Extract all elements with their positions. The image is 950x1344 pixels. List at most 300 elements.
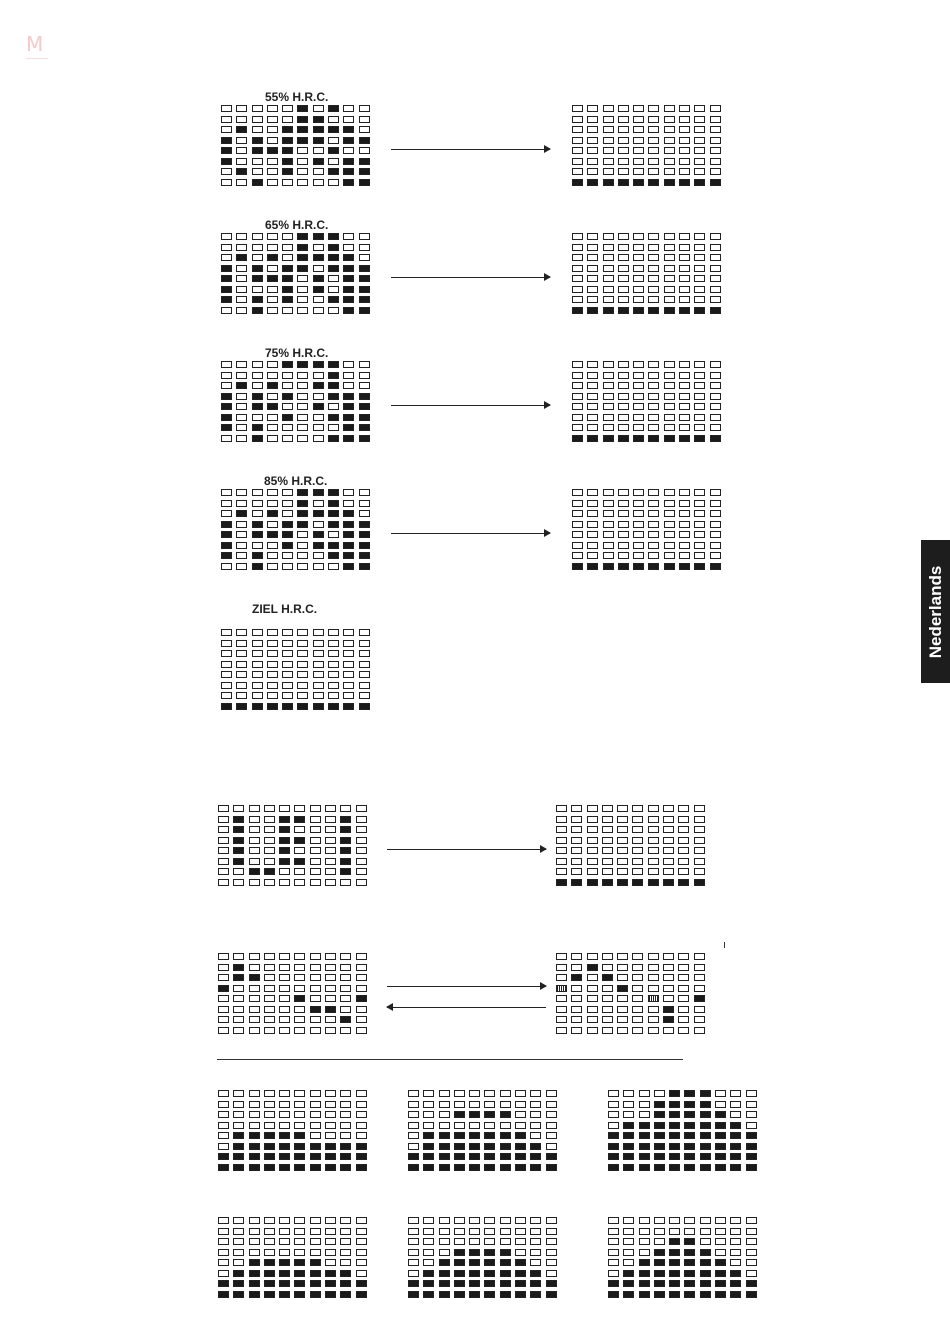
led-segment-off	[633, 521, 644, 528]
led-segment-off	[297, 403, 308, 410]
led-segment-off	[264, 1228, 275, 1235]
led-segment-off	[572, 489, 583, 496]
led-segment-off	[617, 837, 628, 844]
led-segment-off	[648, 382, 659, 389]
led-segment-off	[408, 1249, 419, 1256]
led-segment-off	[218, 1143, 229, 1150]
led-segment-off	[233, 995, 244, 1002]
led-segment-off	[252, 382, 263, 389]
led-segment-off	[608, 1122, 619, 1129]
led-segment-on	[663, 879, 674, 886]
led-segment-off	[313, 296, 324, 303]
led-segment-on	[233, 974, 244, 981]
led-segment-on	[221, 552, 232, 559]
led-segment-on	[325, 1164, 336, 1171]
led-segment-off	[603, 414, 614, 421]
led-segment-off	[678, 826, 689, 833]
led-segment-on	[684, 1259, 695, 1266]
led-segment-on	[343, 179, 354, 186]
led-segment-on	[264, 1270, 275, 1277]
led-segment-on	[730, 1143, 741, 1150]
led-segment-off	[408, 1132, 419, 1139]
led-segment-on	[654, 1164, 665, 1171]
led-segment-off	[572, 521, 583, 528]
led-segment-off	[328, 424, 339, 431]
led-segment-off	[602, 858, 613, 865]
led-segment-off	[746, 1090, 757, 1097]
led-segment-off	[648, 826, 659, 833]
led-segment-off	[546, 1217, 557, 1224]
led-segment-off	[297, 424, 308, 431]
led-segment-on	[343, 296, 354, 303]
led-segment-off	[710, 510, 721, 517]
led-segment-off	[500, 1217, 511, 1224]
led-segment-off	[252, 510, 263, 517]
led-segment-off	[664, 137, 675, 144]
led-segment-off	[556, 858, 567, 865]
led-segment-on	[669, 1101, 680, 1108]
led-segment-off	[618, 510, 629, 517]
led-segment-off	[664, 393, 675, 400]
led-segment-on	[500, 1249, 511, 1256]
led-segment-on	[618, 435, 629, 442]
led-segment-off	[556, 837, 567, 844]
led-segment-on	[700, 1291, 711, 1298]
led-segment-off	[310, 964, 321, 971]
led-segment-off	[325, 1217, 336, 1224]
led-segment-off	[218, 974, 229, 981]
led-segment-on	[313, 542, 324, 549]
led-segment-on	[669, 1291, 680, 1298]
led-segment-off	[694, 552, 705, 559]
led-segment-on	[325, 1153, 336, 1160]
led-segment-on	[500, 1143, 511, 1150]
led-segment-off	[423, 1238, 434, 1245]
led-segment-off	[282, 424, 293, 431]
led-segment-off	[694, 964, 705, 971]
led-segment-off	[313, 105, 324, 112]
led-segment-off	[678, 868, 689, 875]
profile-thumb-3	[608, 1090, 757, 1171]
led-segment-off	[233, 1090, 244, 1097]
led-segment-on	[515, 1270, 526, 1277]
led-segment-off	[710, 414, 721, 421]
led-segment-on	[700, 1259, 711, 1266]
led-segment-on	[669, 1259, 680, 1266]
led-segment-on	[328, 361, 339, 368]
led-segment-on	[710, 435, 721, 442]
led-segment-off	[264, 847, 275, 854]
led-segment-off	[694, 489, 705, 496]
led-segment-off	[356, 1027, 367, 1034]
led-segment-off	[297, 147, 308, 154]
led-segment-on	[546, 1280, 557, 1287]
led-segment-off	[648, 953, 659, 960]
led-segment-off	[340, 964, 351, 971]
led-segment-off	[313, 435, 324, 442]
led-segment-off	[710, 126, 721, 133]
led-segment-off	[221, 510, 232, 517]
led-segment-off	[279, 974, 290, 981]
led-segment-off	[423, 1217, 434, 1224]
led-segment-off	[587, 953, 598, 960]
led-segment-off	[679, 244, 690, 251]
led-segment-off	[572, 265, 583, 272]
led-segment-on	[343, 137, 354, 144]
led-segment-on	[297, 703, 308, 710]
led-segment-off	[648, 858, 659, 865]
led-segment-off	[233, 1122, 244, 1129]
led-segment-off	[648, 403, 659, 410]
led-segment-on	[500, 1270, 511, 1277]
led-segment-on	[359, 542, 370, 549]
led-segment-on	[669, 1143, 680, 1150]
led-segment-on	[700, 1280, 711, 1287]
led-segment-off	[343, 489, 354, 496]
led-segment-off	[340, 1122, 351, 1129]
led-segment-on	[454, 1259, 465, 1266]
led-segment-on	[679, 307, 690, 314]
led-segment-on	[648, 435, 659, 442]
led-segment-off	[572, 126, 583, 133]
led-segment-on	[233, 837, 244, 844]
led-segment-off	[700, 1228, 711, 1235]
led-segment-off	[608, 1238, 619, 1245]
led-segment-off	[267, 105, 278, 112]
led-segment-off	[663, 1027, 674, 1034]
led-segment-off	[500, 1090, 511, 1097]
led-segment-on	[218, 1153, 229, 1160]
led-segment-off	[267, 500, 278, 507]
led-segment-off	[356, 805, 367, 812]
led-segment-off	[267, 179, 278, 186]
led-segment-off	[618, 531, 629, 538]
led-segment-off	[282, 244, 293, 251]
led-segment-on	[325, 1291, 336, 1298]
led-segment-on	[469, 1143, 480, 1150]
led-segment-off	[236, 233, 247, 240]
led-segment-on	[282, 147, 293, 154]
led-segment-on	[279, 1280, 290, 1287]
led-segment-off	[603, 233, 614, 240]
led-segment-off	[267, 137, 278, 144]
led-segment-on	[359, 563, 370, 570]
led-segment-off	[530, 1228, 541, 1235]
led-segment-on	[500, 1111, 511, 1118]
led-segment-on	[623, 1132, 634, 1139]
led-segment-off	[608, 1270, 619, 1277]
led-segment-off	[664, 531, 675, 538]
led-segment-on	[264, 1153, 275, 1160]
led-segment-off	[343, 650, 354, 657]
led-segment-off	[313, 650, 324, 657]
led-segment-off	[343, 361, 354, 368]
led-segment-on	[359, 414, 370, 421]
led-segment-on	[500, 1259, 511, 1266]
led-segment-off	[679, 372, 690, 379]
led-segment-on	[340, 868, 351, 875]
led-segment-off	[236, 629, 247, 636]
led-segment-on	[694, 307, 705, 314]
led-segment-off	[571, 826, 582, 833]
led-segment-on	[328, 542, 339, 549]
led-segment-on	[249, 974, 260, 981]
led-segment-off	[587, 254, 598, 261]
led-segment-off	[710, 158, 721, 165]
led-segment-on	[515, 1291, 526, 1298]
led-segment-on	[328, 393, 339, 400]
led-segment-off	[310, 826, 321, 833]
led-segment-off	[648, 158, 659, 165]
led-segment-off	[484, 1217, 495, 1224]
led-segment-off	[252, 414, 263, 421]
led-segment-off	[603, 244, 614, 251]
led-segment-off	[623, 1259, 634, 1266]
led-segment-off	[282, 254, 293, 261]
led-segment-on	[439, 1291, 450, 1298]
led-segment-on	[297, 521, 308, 528]
led-segment-off	[282, 650, 293, 657]
led-segment-off	[678, 816, 689, 823]
led-segment-on	[267, 531, 278, 538]
led-segment-on	[297, 254, 308, 261]
led-segment-off	[710, 137, 721, 144]
led-segment-off	[408, 1238, 419, 1245]
led-segment-off	[515, 1228, 526, 1235]
led-segment-off	[618, 265, 629, 272]
led-segment-on	[313, 116, 324, 123]
led-segment-off	[633, 500, 644, 507]
led-segment-off	[571, 847, 582, 854]
profile-grid-ziel	[221, 629, 370, 710]
led-segment-off	[694, 531, 705, 538]
led-segment-off	[221, 489, 232, 496]
led-segment-on	[359, 552, 370, 559]
led-segment-off	[648, 847, 659, 854]
led-segment-off	[328, 650, 339, 657]
arrow-right	[391, 277, 550, 278]
led-segment-off	[700, 1217, 711, 1224]
led-segment-off	[313, 640, 324, 647]
led-segment-on	[556, 879, 567, 886]
led-segment-off	[694, 985, 705, 992]
led-segment-off	[664, 414, 675, 421]
led-segment-off	[648, 244, 659, 251]
led-segment-off	[343, 661, 354, 668]
led-segment-off	[603, 147, 614, 154]
led-segment-off	[221, 682, 232, 689]
led-segment-off	[587, 414, 598, 421]
led-segment-off	[608, 1217, 619, 1224]
led-segment-off	[617, 1027, 628, 1034]
led-segment-on	[454, 1164, 465, 1171]
led-segment-off	[500, 1238, 511, 1245]
led-segment-on	[233, 1280, 244, 1287]
led-segment-off	[608, 1111, 619, 1118]
led-segment-off	[546, 1111, 557, 1118]
led-segment-off	[632, 837, 643, 844]
led-segment-off	[267, 671, 278, 678]
led-segment-on	[694, 563, 705, 570]
led-segment-on	[328, 126, 339, 133]
led-segment-on	[310, 1143, 321, 1150]
led-segment-off	[587, 393, 598, 400]
led-segment-off	[313, 244, 324, 251]
led-segment-off	[359, 233, 370, 240]
profile-thumb-1	[218, 1090, 367, 1171]
led-segment-on	[343, 403, 354, 410]
led-segment-on	[730, 1122, 741, 1129]
led-segment-on	[279, 1270, 290, 1277]
profile-grid-65	[221, 233, 370, 314]
led-segment-off	[648, 286, 659, 293]
led-segment-off	[618, 372, 629, 379]
led-segment-on	[639, 1280, 650, 1287]
led-segment-off	[221, 307, 232, 314]
led-segment-on	[546, 1153, 557, 1160]
led-segment-on	[439, 1280, 450, 1287]
led-segment-off	[313, 393, 324, 400]
led-segment-off	[694, 805, 705, 812]
led-segment-on	[454, 1132, 465, 1139]
led-segment-off	[439, 1228, 450, 1235]
led-segment-off	[408, 1259, 419, 1266]
led-segment-off	[633, 168, 644, 175]
led-segment-off	[618, 424, 629, 431]
led-segment-off	[603, 382, 614, 389]
led-segment-off	[267, 661, 278, 668]
led-segment-on	[623, 1270, 634, 1277]
led-segment-off	[746, 1122, 757, 1129]
led-segment-off	[603, 424, 614, 431]
led-segment-off	[633, 414, 644, 421]
led-segment-off	[715, 1238, 726, 1245]
led-segment-on	[484, 1249, 495, 1256]
led-segment-on	[328, 552, 339, 559]
led-segment-off	[249, 964, 260, 971]
led-segment-off	[663, 816, 674, 823]
led-segment-off	[221, 254, 232, 261]
led-segment-on	[328, 265, 339, 272]
led-segment-on	[654, 1259, 665, 1266]
led-segment-on	[469, 1132, 480, 1139]
led-segment-off	[252, 542, 263, 549]
led-segment-on	[439, 1153, 450, 1160]
led-segment-off	[587, 168, 598, 175]
led-segment-on	[715, 1153, 726, 1160]
led-segment-off	[710, 393, 721, 400]
led-segment-off	[279, 1249, 290, 1256]
led-segment-off	[694, 858, 705, 865]
led-segment-off	[639, 1228, 650, 1235]
led-segment-off	[343, 682, 354, 689]
led-segment-on	[408, 1291, 419, 1298]
led-segment-on	[603, 563, 614, 570]
led-segment-on	[679, 435, 690, 442]
led-segment-on	[484, 1291, 495, 1298]
led-segment-off	[663, 995, 674, 1002]
led-segment-off	[325, 1101, 336, 1108]
led-segment-off	[710, 552, 721, 559]
user-target-grid	[556, 805, 705, 886]
led-segment-off	[710, 500, 721, 507]
user-profile-grid	[218, 805, 367, 886]
led-segment-off	[617, 826, 628, 833]
led-segment-off	[515, 1238, 526, 1245]
led-segment-on	[530, 1280, 541, 1287]
led-segment-on	[684, 1249, 695, 1256]
led-segment-on	[297, 489, 308, 496]
led-segment-off	[633, 372, 644, 379]
led-segment-on	[484, 1164, 495, 1171]
led-segment-off	[264, 995, 275, 1002]
led-segment-off	[233, 1027, 244, 1034]
led-segment-off	[679, 414, 690, 421]
led-segment-off	[587, 126, 598, 133]
led-segment-off	[664, 126, 675, 133]
led-segment-off	[236, 500, 247, 507]
led-segment-on	[546, 1291, 557, 1298]
led-segment-off	[572, 233, 583, 240]
led-segment-on	[279, 1164, 290, 1171]
program-label-55: 55% H.R.C.	[265, 90, 329, 104]
led-segment-on	[310, 1006, 321, 1013]
led-segment-on	[294, 1153, 305, 1160]
led-segment-on	[500, 1132, 511, 1139]
led-segment-on	[715, 1122, 726, 1129]
led-segment-off	[679, 552, 690, 559]
led-segment-on	[618, 179, 629, 186]
led-segment-off	[454, 1122, 465, 1129]
led-segment-on	[252, 435, 263, 442]
led-segment-off	[359, 692, 370, 699]
led-segment-on	[603, 307, 614, 314]
led-segment-on	[313, 137, 324, 144]
led-segment-off	[679, 233, 690, 240]
led-segment-off	[252, 692, 263, 699]
led-segment-off	[618, 552, 629, 559]
led-segment-off	[313, 661, 324, 668]
led-segment-off	[587, 1027, 598, 1034]
led-segment-on	[587, 964, 598, 971]
led-segment-off	[359, 500, 370, 507]
led-segment-off	[313, 692, 324, 699]
led-segment-off	[587, 361, 598, 368]
led-segment-off	[587, 382, 598, 389]
led-segment-on	[359, 393, 370, 400]
led-segment-on	[356, 1291, 367, 1298]
led-segment-off	[356, 816, 367, 823]
led-segment-off	[359, 671, 370, 678]
led-segment-off	[267, 168, 278, 175]
led-segment-off	[439, 1101, 450, 1108]
led-segment-off	[325, 1259, 336, 1266]
led-segment-on	[343, 265, 354, 272]
arrow-right	[387, 849, 546, 850]
led-segment-on	[484, 1259, 495, 1266]
led-segment-off	[423, 1249, 434, 1256]
led-segment-off	[221, 640, 232, 647]
led-segment-off	[359, 629, 370, 636]
led-segment-off	[236, 158, 247, 165]
led-segment-off	[633, 286, 644, 293]
led-segment-off	[313, 521, 324, 528]
led-segment-on	[587, 435, 598, 442]
led-segment-on	[530, 1164, 541, 1171]
led-segment-off	[556, 995, 567, 1002]
led-segment-off	[587, 868, 598, 875]
led-segment-off	[279, 879, 290, 886]
